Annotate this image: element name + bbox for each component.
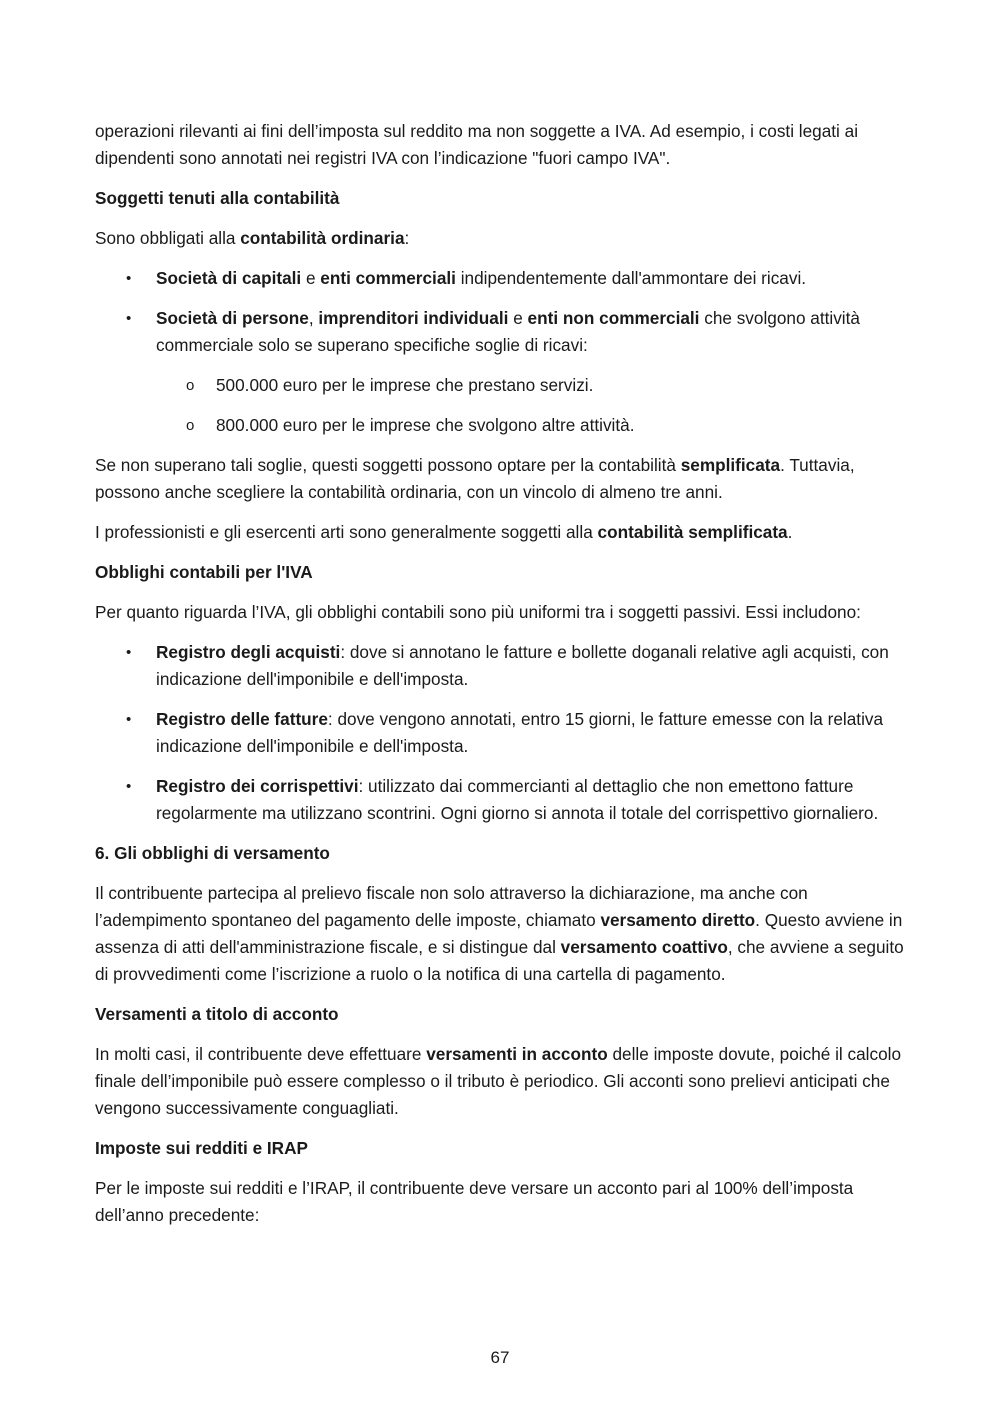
- paragraph-professionisti: I professionisti e gli esercenti arti sono generalmente soggetti alla contabilità semplificata.: [95, 522, 793, 542]
- paragraph-acconto: In molti casi, il contribuente deve effettuare versamenti in acconto delle imposte dovute, poiché il calcolo finale dell’imponibile può essere complesso o il tributo è periodico. Gli acconti sono prelievi anticipati che vengono successivamente conguagliati.: [95, 1044, 902, 1118]
- sublist-item: o 500.000 euro per le imprese che prestano servizi.: [95, 372, 910, 399]
- sublist-item: o 800.000 euro per le imprese che svolgono altre attività.: [95, 412, 910, 439]
- bullet-icon: •: [126, 644, 132, 661]
- bullet-icon: •: [126, 711, 132, 728]
- paragraph-iva: Per quanto riguarda l’IVA, gli obblighi contabili sono più uniformi tra i soggetti passivi. Essi includono:: [95, 602, 861, 622]
- list-item: • Società di persone, imprenditori individuali e enti non commerciali che svolgono attività commerciale solo se superano specifiche soglie di ricavi:: [95, 305, 910, 359]
- list-item: • Registro dei corrispettivi: utilizzato dai commercianti al dettaglio che non emettono fatture regolarmente ma utilizzano scontrini. Ogni giorno si annota il totale del corrispettivo giornaliero.: [95, 773, 910, 827]
- paragraph-versamento: Il contribuente partecipa al prelievo fiscale non solo attraverso la dichiarazione, ma anche con l’adempimento spontaneo del pagamento delle imposte, chiamato versamento diretto. Questo avviene in assenza di atti dell'amministrazione fiscale, e si distingue dal versamento coattivo, che avviene a seguito di provvedimenti come l’iscrizione a ruolo o la notifica di una cartella di pagamento.: [95, 883, 904, 984]
- bullet-icon: •: [126, 778, 132, 795]
- list-item: • Registro degli acquisti: dove si annotano le fatture e bollette doganali relative agli acquisti, con indicazione dell'imponibile e dell'imposta.: [95, 639, 910, 693]
- page-number: 67: [490, 1348, 510, 1367]
- heading-acconto: Versamenti a titolo di acconto: [95, 1004, 339, 1024]
- list-item: • Società di capitali e enti commerciali indipendentemente dall'ammontare dei ricavi.: [95, 265, 910, 292]
- list-item: • Registro delle fatture: dove vengono annotati, entro 15 giorni, le fatture emesse con la relativa indicazione dell'imponibile e dell'imposta.: [95, 706, 910, 760]
- intro-paragraph: operazioni rilevanti ai fini dell’imposta sul reddito ma non soggette a IVA. Ad esempio, i costi legati ai dipendenti sono annotati nei registri IVA con l’indicazione "fuori campo IVA".: [95, 121, 859, 168]
- paragraph-semplificata: Se non superano tali soglie, questi soggetti possono optare per la contabilità semplificata. Tuttavia, possono anche scegliere la contabilità ordinaria, con un vincolo di almeno tre anni.: [95, 455, 855, 502]
- soglie-sublist: [95, 372, 910, 439]
- circle-bullet-icon: o: [186, 377, 195, 394]
- paragraph-obbligati: Sono obbligati alla contabilità ordinaria:: [95, 228, 410, 248]
- heading-versamento: 6. Gli obblighi di versamento: [95, 843, 330, 863]
- heading-irap: Imposte sui redditi e IRAP: [95, 1138, 308, 1158]
- circle-bullet-icon: o: [186, 417, 195, 434]
- bullet-icon: •: [126, 270, 132, 287]
- document-page: [95, 118, 910, 1242]
- heading-obblighi-iva: Obblighi contabili per l'IVA: [95, 562, 313, 582]
- heading-soggetti: Soggetti tenuti alla contabilità: [95, 188, 340, 208]
- bullet-icon: •: [126, 310, 132, 327]
- soggetti-list: [95, 265, 910, 359]
- registri-list: [95, 639, 910, 827]
- paragraph-irap: Per le imposte sui redditi e l’IRAP, il contribuente deve versare un acconto pari al 100% dell’imposta dell’anno precedente:: [95, 1178, 854, 1225]
